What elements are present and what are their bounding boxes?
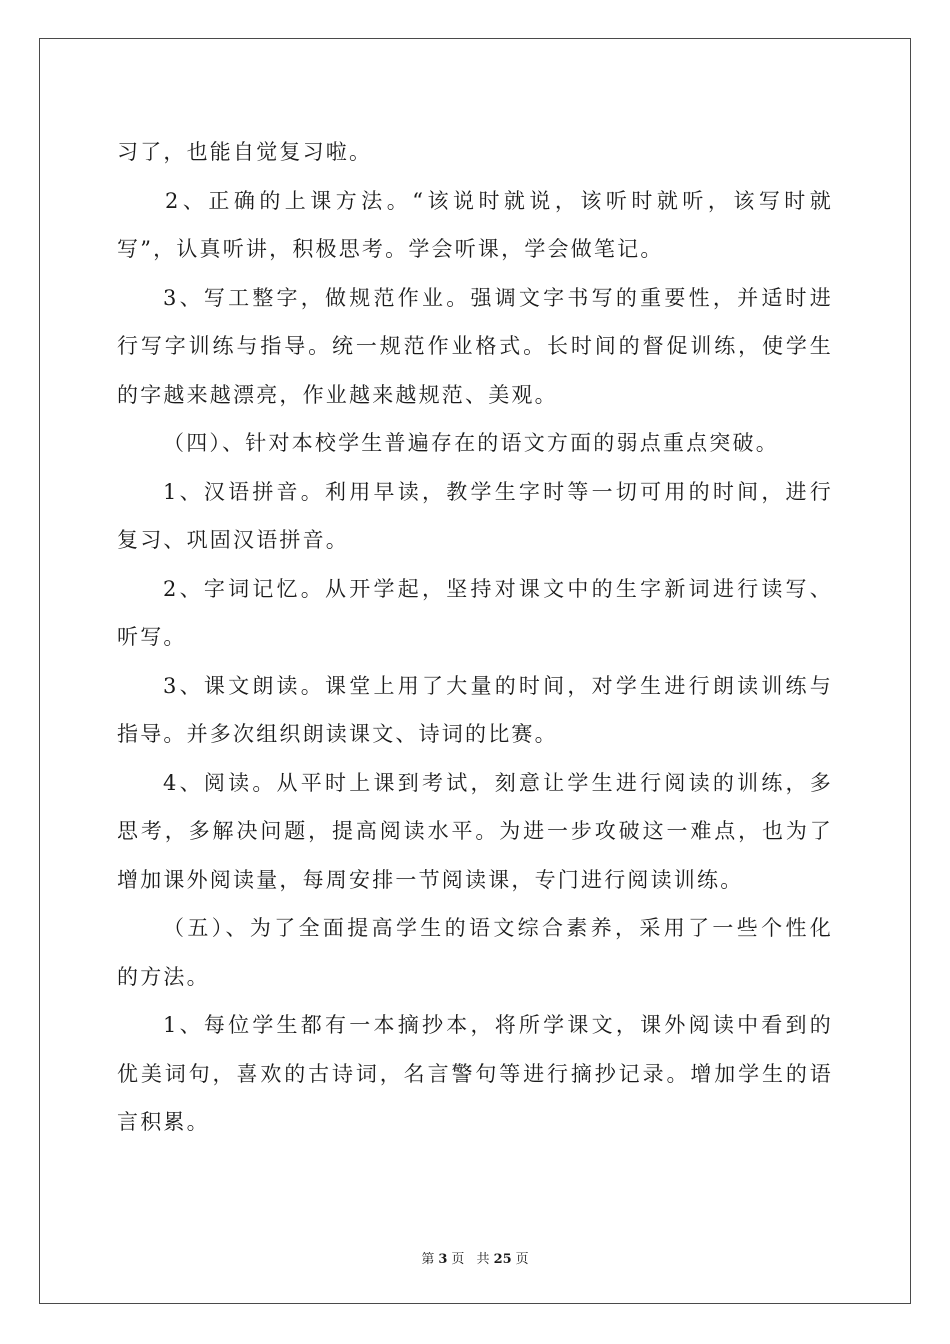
text-line: 2、正确的上课方法。“该说时就说，该听时就听，该写时就 [165, 188, 833, 213]
total-pages-indicator [475, 1252, 531, 1267]
page-footer [0, 1248, 950, 1267]
text-line: 增加课外阅读量，每周安排一节阅读课，专门进行阅读训练。 [117, 867, 744, 892]
page-prefix: 第 [421, 1252, 435, 1267]
text-line: 4、阅读。从平时上课到考试，刻意让学生进行阅读的训练，多 [163, 770, 833, 795]
page-indicator [419, 1252, 466, 1267]
text-line: 的字越来越漂亮，作业越来越规范、美观。 [117, 382, 558, 407]
text-line: 1、每位学生都有一本摘抄本，将所学课文，课外阅读中看到的 [163, 1013, 833, 1037]
page-suffix: 页 [451, 1252, 465, 1267]
text-line: 3、课文朗读。课堂上用了大量的时间，对学生进行朗读训练与 [163, 673, 833, 698]
current-page-number: 3 [438, 1252, 448, 1267]
total-prefix: 共 [476, 1252, 490, 1267]
text-line: 写”，认真听讲，积极思考。学会听课，学会做笔记。 [117, 237, 664, 261]
text-line: 优美词句，喜欢的古诗词，名言警句等进行摘抄记录。增加学生的语 [117, 1061, 833, 1086]
total-suffix: 页 [515, 1252, 529, 1267]
text-line: 言积累。 [117, 1110, 210, 1134]
text-line: 2、字词记忆。从开学起，坚持对课文中的生字新词进行读写、 [163, 576, 833, 601]
text-line: 的方法。 [117, 964, 210, 989]
text-line: 1、汉语拼音。利用早读，教学生字时等一切可用的时间，进行 [163, 479, 833, 504]
text-line: 复习、巩固汉语拼音。 [117, 528, 349, 552]
text-line: 3、写工整字，做规范作业。强调文字书写的重要性，并适时进 [163, 285, 833, 310]
text-line: 思考，多解决问题，提高阅读水平。为进一步攻破这一难点，也为了 [117, 819, 833, 843]
text-line: （四）、针对本校学生普遍存在的语文方面的弱点重点突破。 [163, 431, 779, 455]
text-line: 指导。并多次组织朗读课文、诗词的比赛。 [117, 722, 558, 746]
text-line: 行写字训练与指导。统一规范作业格式。长时间的督促训练，使学生 [117, 334, 833, 358]
document-body [117, 128, 833, 1147]
total-page-number: 25 [493, 1252, 512, 1267]
text-line: 习了，也能自觉复习啦。 [117, 140, 373, 164]
text-line: 听写。 [117, 625, 187, 649]
text-line: （五）、为了全面提高学生的语文综合素养，采用了一些个性化 [163, 916, 833, 940]
